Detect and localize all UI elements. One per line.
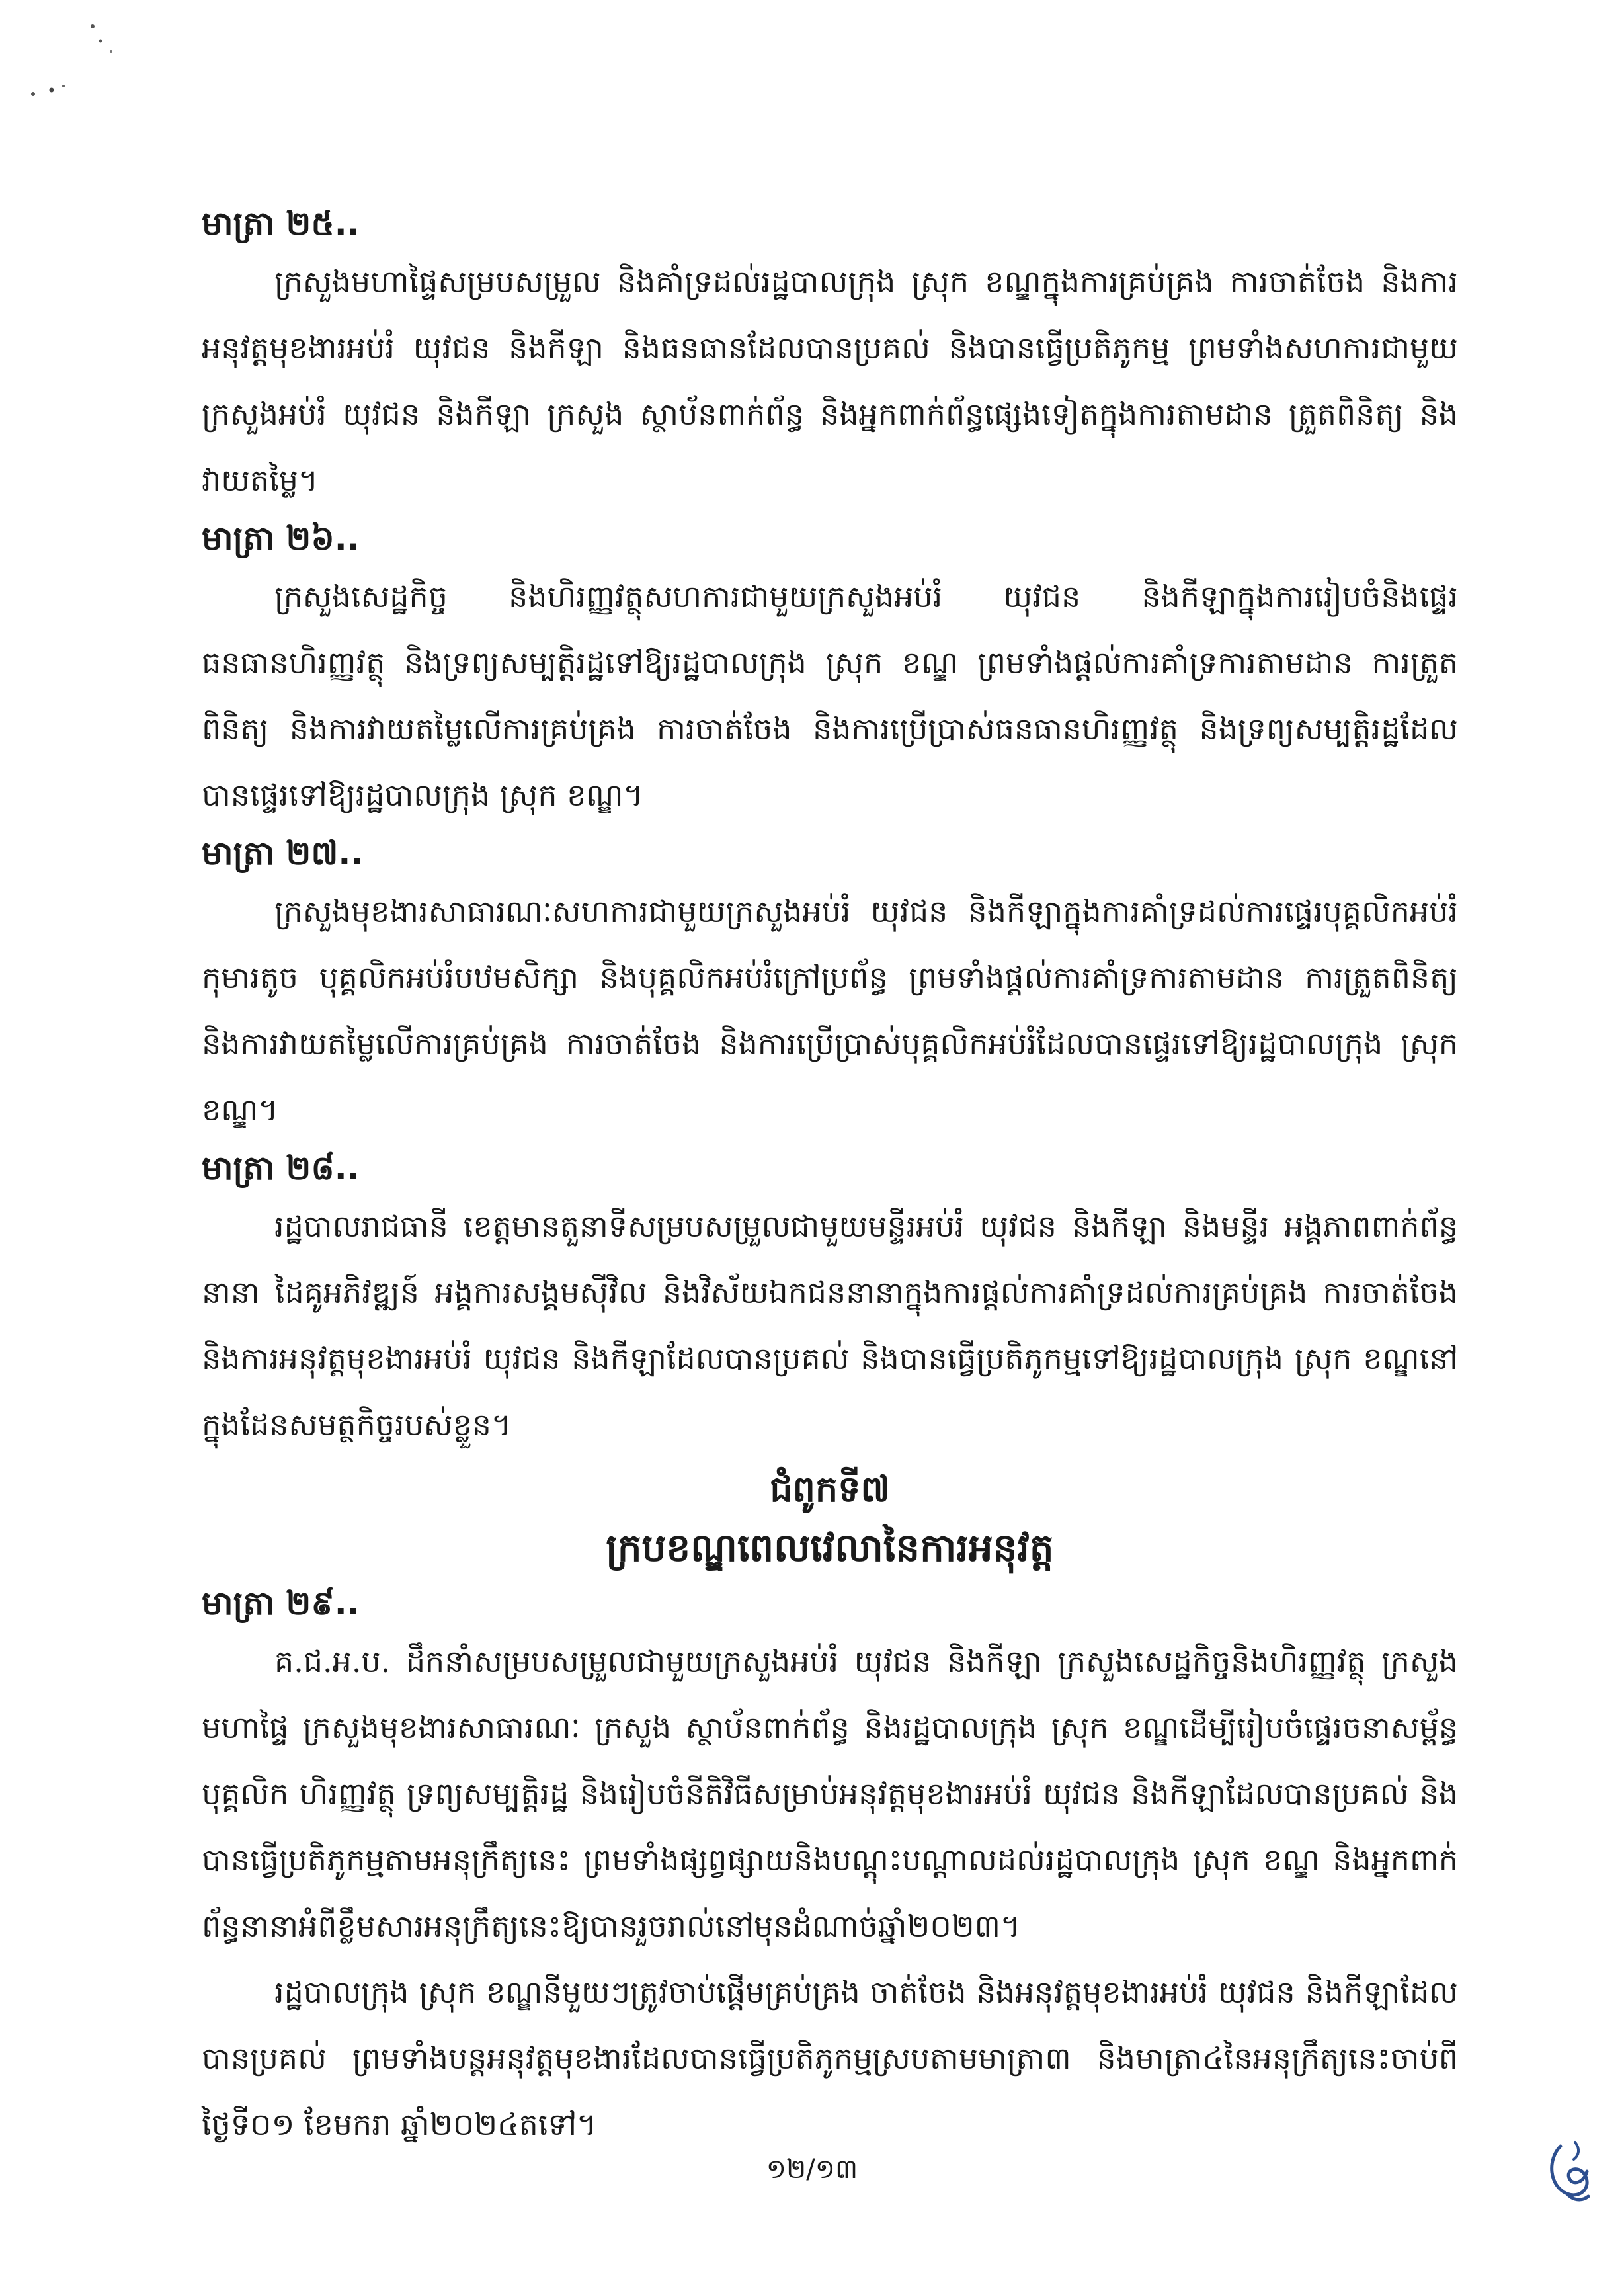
article-heading: មាត្រា ២៧.. xyxy=(202,834,364,872)
handwritten-initial-icon xyxy=(1541,2133,1600,2206)
article-paragraph: ក្រសួងមហាផ្ទៃសម្របសម្រួល និងគាំទ្រដល់រដ្ឋបាលក្រុង ស្រុក ខណ្ឌក្នុងការគ្រប់គ្រង ការចាត់ចែង និងការអនុវត្តមុខងារអប់រំ យុវជន និងកីឡា និងធនធានដែលបានប្រគល់ និងបានធ្វើប្រតិភូកម្ម ព្រមទាំងសហការជាមួយក្រសួងអប់រំ យុវជន និងកីឡា ក្រសួង ស្ថាប័នពាក់ព័ន្ធ និងអ្នកពាក់ព័ន្ធផ្សេងទៀតក្នុងការតាមដាន ត្រួតពិនិត្យ និងវាយតម្លៃ។ xyxy=(202,264,1458,498)
article-paragraph: ក្រសួងសេដ្ឋកិច្ច និងហិរញ្ញវត្ថុសហការជាមួយក្រសួងអប់រំ យុវជន និងកីឡាក្នុងការរៀបចំនិងផ្ទេរធនធានហិរញ្ញវត្ថុ និងទ្រព្យសម្បត្តិរដ្ឋទៅឱ្យរដ្ឋបាលក្រុង ស្រុក ខណ្ឌ ព្រមទាំងផ្តល់ការគាំទ្រការតាមដាន ការត្រួតពិនិត្យ និងការវាយតម្លៃលើការគ្រប់គ្រង ការចាត់ចែង និងការប្រើប្រាស់ធនធានហិរញ្ញវត្ថុ និងទ្រព្យសម្បត្តិរដ្ឋដែលបានផ្ទេរទៅឱ្យរដ្ឋបាលក្រុង ស្រុក ខណ្ឌ។ xyxy=(202,579,1458,813)
page-number: ១២/១៣ xyxy=(766,2154,858,2185)
article-heading: មាត្រា ២៦.. xyxy=(202,519,360,558)
scan-specks-icon xyxy=(13,13,145,106)
article-paragraph: រដ្ឋបាលក្រុង ស្រុក ខណ្ឌនីមួយៗត្រូវចាប់ផ្តើមគ្រប់គ្រង ចាត់ចែង និងអនុវត្តមុខងារអប់រំ យុវជន និងកីឡាដែលបានប្រគល់ ព្រមទាំងបន្តអនុវត្តមុខងារដែលបានធ្វើប្រតិភូកម្មស្របតាមមាត្រា៣ និងមាត្រា៤នៃអនុក្រឹត្យនេះចាប់ពីថ្ងៃទី០១ ខែមករា ឆ្នាំ២០២៤តទៅ។ xyxy=(202,1974,1458,2142)
document-body xyxy=(202,198,1458,2157)
article-heading: មាត្រា ២៥.. xyxy=(202,204,360,243)
article-paragraph: ក្រសួងមុខងារសាធារណៈសហការជាមួយក្រសួងអប់រំ យុវជន និងកីឡាក្នុងការគាំទ្រដល់ការផ្ទេរបុគ្គលិកអប់រំកុមារតូច បុគ្គលិកអប់រំបឋមសិក្សា និងបុគ្គលិកអប់រំក្រៅប្រព័ន្ធ ព្រមទាំងផ្តល់ការគាំទ្រការតាមដាន ការត្រួតពិនិត្យ និងការវាយតម្លៃលើការគ្រប់គ្រង ការចាត់ចែង និងការប្រើប្រាស់បុគ្គលិកអប់រំដែលបានផ្ទេរទៅឱ្យរដ្ឋបាលក្រុង ស្រុក ខណ្ឌ។ xyxy=(202,894,1458,1128)
article-25 xyxy=(202,198,1458,513)
article-27 xyxy=(202,828,1458,1143)
article-28 xyxy=(202,1143,1458,1458)
article-29 xyxy=(202,1578,1458,2157)
article-26 xyxy=(202,513,1458,828)
chapter-number: ជំពូកទី៧ xyxy=(770,1468,890,1510)
article-heading: មាត្រា ២៨.. xyxy=(202,1149,360,1187)
article-paragraph: រដ្ឋបាលរាជធានី ខេត្តមានតួនាទីសម្របសម្រួលជាមួយមន្ទីរអប់រំ យុវជន និងកីឡា និងមន្ទីរ អង្គភាពពាក់ព័ន្ធនានា ដៃគូអភិវឌ្ឍន៍ អង្គការសង្គមស៊ីវិល និងវិស័យឯកជននានាក្នុងការផ្តល់ការគាំទ្រដល់ការគ្រប់គ្រង ការចាត់ចែង និងការអនុវត្តមុខងារអប់រំ យុវជន និងកីឡាដែលបានប្រគល់ និងបានធ្វើប្រតិភូកម្មទៅឱ្យរដ្ឋបាលក្រុង ស្រុក ខណ្ឌនៅក្នុងដែនសមត្ថកិច្ចរបស់ខ្លួន។ xyxy=(202,1208,1458,1442)
article-paragraph: គ.ជ.អ.ប. ដឹកនាំសម្របសម្រួលជាមួយក្រសួងអប់រំ យុវជន និងកីឡា ក្រសួងសេដ្ឋកិច្ចនិងហិរញ្ញវត្ថុ ក្រសួងមហាផ្ទៃ ក្រសួងមុខងារសាធារណៈ ក្រសួង ស្ថាប័នពាក់ព័ន្ធ និងរដ្ឋបាលក្រុង ស្រុក ខណ្ឌដើម្បីរៀបចំផ្ទេរចនាសម្ព័ន្ធ បុគ្គលិក ហិរញ្ញវត្ថុ ទ្រព្យសម្បត្តិរដ្ឋ និងរៀបចំនីតិវិធីសម្រាប់អនុវត្តមុខងារអប់រំ យុវជន និងកីឡាដែលបានប្រគល់ និងបានធ្វើប្រតិភូកម្មតាមអនុក្រឹត្យនេះ ព្រមទាំងផ្សព្វផ្សាយនិងបណ្តុះបណ្តាលដល់រដ្ឋបាលក្រុង ស្រុក ខណ្ឌ និងអ្នកពាក់ព័ន្ធនានាអំពីខ្លឹមសារអនុក្រឹត្យនេះឱ្យបានរួចរាល់នៅមុនដំណាច់ឆ្នាំ២០២៣។ xyxy=(202,1644,1458,1944)
chapter-title: ក្របខណ្ឌពេលវេលានៃការអនុវត្ត xyxy=(606,1525,1054,1570)
article-heading: មាត្រា ២៩.. xyxy=(202,1584,360,1622)
